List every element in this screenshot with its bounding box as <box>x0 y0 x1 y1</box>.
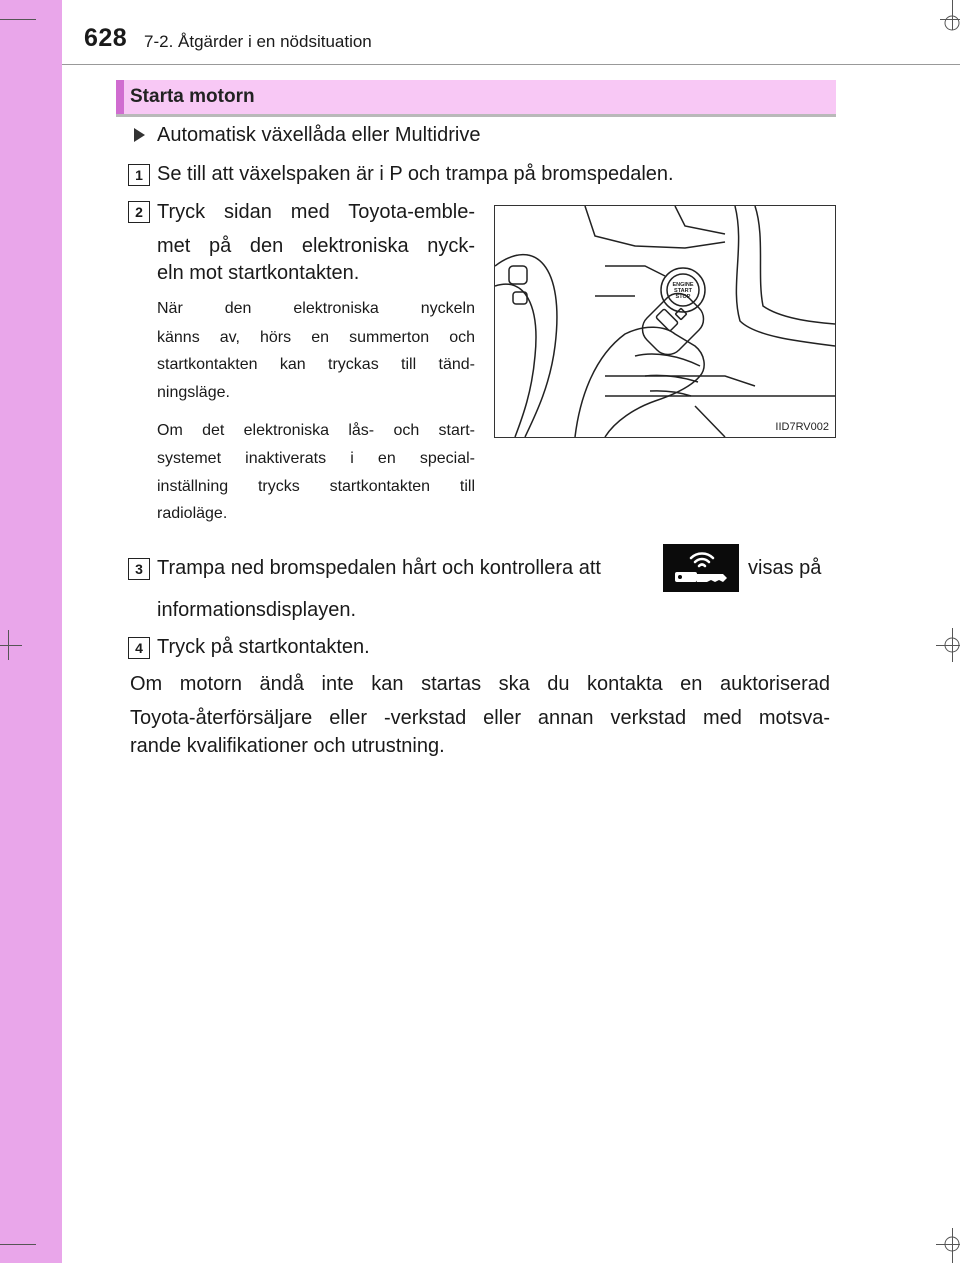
step-2-line-1: Tryck sidan med Toyota-emble- <box>157 201 475 223</box>
closing-line-3: rande kvalifikationer och utrustning. <box>130 735 445 757</box>
step-number-3: 3 <box>128 558 150 580</box>
closing-line-2: Toyota-återförsäljare eller -verkstad eller annan verkstad med motsva- <box>130 707 830 729</box>
section-title: Starta motorn <box>130 86 255 107</box>
section-heading <box>116 80 836 117</box>
key-signal-icon <box>663 544 739 592</box>
step-1-text: Se till att växelspaken är i P och trampa på bromspedalen. <box>157 163 674 185</box>
figure-code: IID7RV002 <box>775 421 829 433</box>
step-4-text: Tryck på startkontakten. <box>157 636 370 658</box>
chapter-title: 7-2. Åtgärder i en nödsituation <box>144 32 372 51</box>
step-3-text-before: Trampa ned bromspedalen hårt och kontrollera att <box>157 557 601 579</box>
button-label-start: START <box>674 288 692 294</box>
header-rule <box>62 64 960 65</box>
note-1-line-2: känns av, hörs en summerton och <box>157 329 475 346</box>
note-2-line-3: inställning trycks startkontakten till <box>157 478 475 495</box>
subheading: Automatisk växellåda eller Multidrive <box>157 124 481 146</box>
note-1-line-3: startkontakten kan tryckas till tänd- <box>157 356 475 373</box>
hand-key-illustration <box>495 206 835 437</box>
button-label-engine: ENGINE <box>672 282 694 288</box>
note-1-line-4: ningsläge. <box>157 384 230 401</box>
step-3-text-after: visas på <box>748 557 822 579</box>
step-3-text-line-2: informationsdisplayen. <box>157 599 356 621</box>
note-2-line-1: Om det elektroniska lås- och start- <box>157 422 475 439</box>
note-1-line-1: När den elektroniska nyckeln <box>157 300 475 317</box>
button-label-stop: STOP <box>675 294 691 300</box>
step-2-line-2: met på den elektroniska nyck- <box>157 235 475 257</box>
page-number: 628 <box>84 24 128 52</box>
step-number-4: 4 <box>128 637 150 659</box>
section-accent <box>116 80 124 114</box>
step-number-1: 1 <box>128 164 150 186</box>
closing-line-1: Om motorn ändå inte kan startas ska du kontakta en auktoriserad <box>130 673 830 695</box>
note-2-line-2: systemet inaktiverats i en special- <box>157 450 475 467</box>
illustration-start-button <box>494 205 836 438</box>
note-2-line-4: radioläge. <box>157 505 228 522</box>
step-number-2: 2 <box>128 201 150 223</box>
side-tab <box>0 0 62 1263</box>
step-2-line-3: eln mot startkontakten. <box>157 262 360 284</box>
triangle-bullet-icon <box>134 128 145 142</box>
